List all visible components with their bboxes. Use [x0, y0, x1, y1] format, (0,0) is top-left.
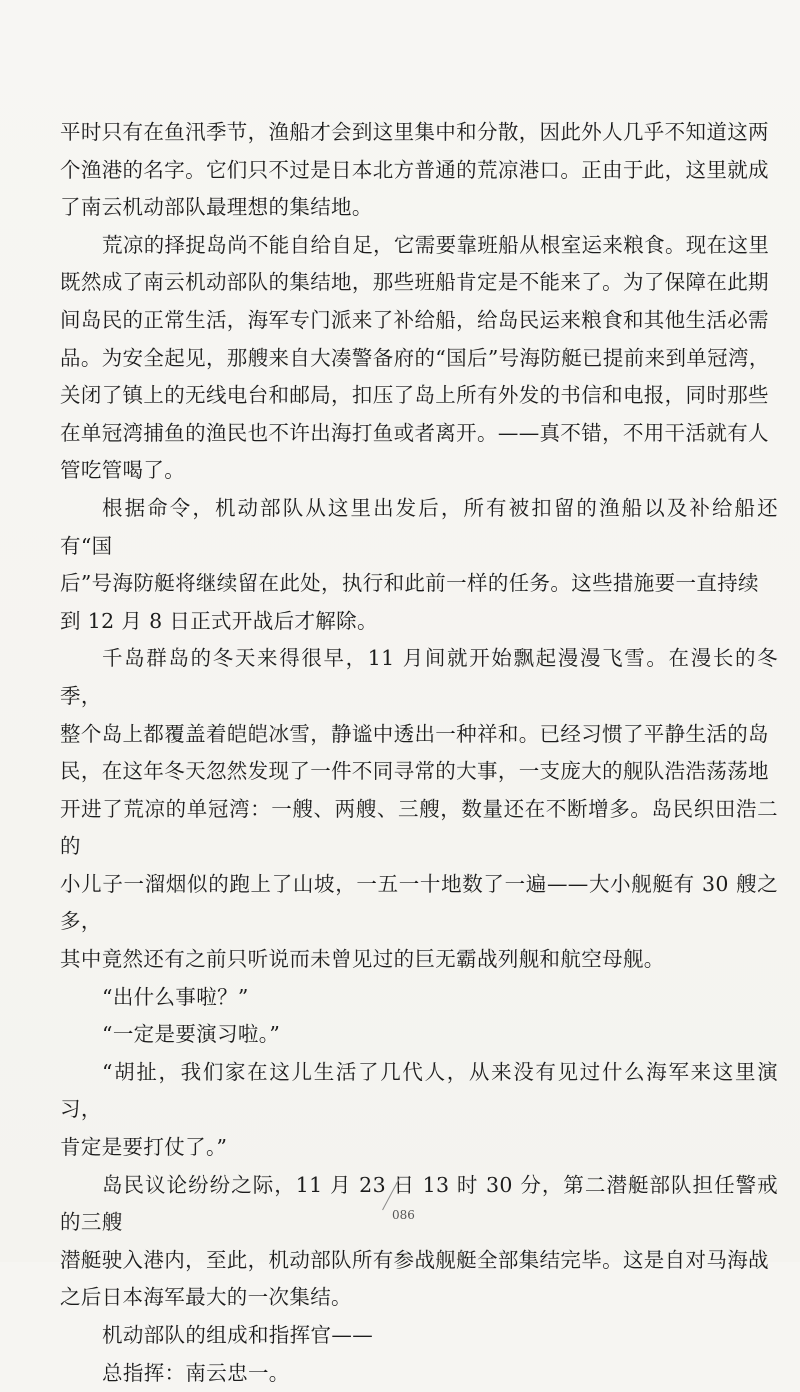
dialogue-2: “一定是要演习啦。”: [102, 1022, 281, 1047]
paragraph-4: 千岛群岛的冬天来得很早，11 月间就开始飘起漫漫飞雪。在漫长的冬季， 整个岛上都覆盖着皑皑冰雪，静谧中透出一种祥和。已经习惯了平静生活的岛 民，在这年冬天忽然发现了一件不同寻常的大事，一支庞大的舰队浩浩荡荡地 开进了荒凉的单冠湾：一艘、两艘、三艘，数量还在不断增多。岛民织田浩二的 小儿子一溜烟似的跑上了山坡，一五一十地数了一遍——大小舰艇有 30 艘之多， 其中竟然还有之前只听说而未曾见过的巨无霸战列舰和航空母舰。: [60, 646, 778, 972]
paragraph-1: 平时只有在鱼汛季节，渔船才会到这里集中和分散，因此外人几乎不知道这两 个渔港的名字。它们只不过是日本北方普通的荒凉港口。正由于此，这里就成 了南云机动部队最理想的集结地。: [60, 120, 769, 220]
paragraph-5: 岛民议论纷纷之际，11 月 23 日 13 时 30 分，第二潜艇部队担任警戒的三艘 潜艇驶入港内，至此，机动部队所有参战舰艇全部集结完毕。这是自对马海战 之后日本海军最大的一次集结。: [60, 1172, 778, 1310]
body-text: [60, 114, 778, 1392]
paragraph-2: 荒凉的择捉岛尚不能自给自足，它需要靠班船从根室运来粮食。现在这里 既然成了南云机动部队的集结地，那些班船肯定是不能来了。为了保障在此期 间岛民的正常生活，海军专门派来了补给船，给岛民运来粮食和其他生活必需 品。为安全起见，那艘来自大凑警备府的“国后”号海防艇已提前来到单冠湾， 关闭了镇上的无线电台和邮局，扣压了岛上所有外发的书信和电报，同时那些 在单冠湾捕鱼的渔民也不许出海打鱼或者离开。——真不错，不用干活就有人 管吃管喝了。: [60, 232, 770, 483]
dialogue-1: “出什么事啦？”: [102, 984, 249, 1009]
paragraph-3: 根据命令，机动部队从这里出发后，所有被扣留的渔船以及补给船还有“国 后”号海防艇将继续留在此处，执行和此前一样的任务。这些措施要一直持续 到 12 月 8 日正式开战后才解除。: [60, 495, 778, 633]
paragraph-6: 机动部队的组成和指挥官——: [102, 1323, 374, 1347]
dialogue-3: “胡扯，我们家在这儿生活了几代人，从来没有见过什么海军来这里演习， 肯定是要打仗了。”: [60, 1059, 778, 1160]
page-number: 086: [392, 1208, 415, 1222]
paragraph-7: 总指挥：南云忠一。: [102, 1360, 290, 1385]
